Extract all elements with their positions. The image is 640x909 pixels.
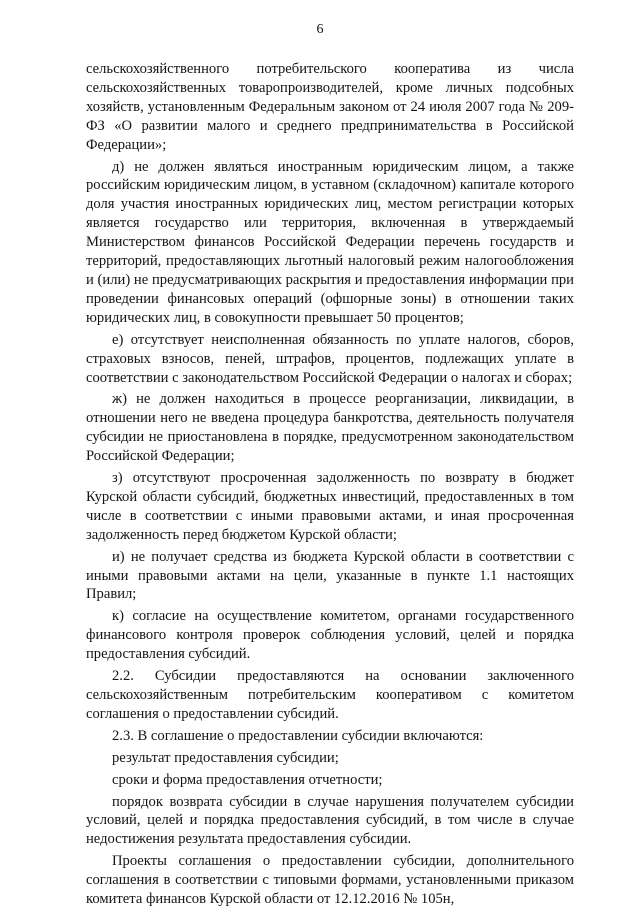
paragraph-item-d: д) не должен являться иностранным юридическим лицом, а также российским юридическим лицом, в уставном (складочном) капитале которого доля участия иностранных юридических лиц, местом регистрации которых является государство или территория, включенная в утверждаемый Министерством финансов Российской Федерации перечень государств и территорий, предоставляющих льготный налоговый режим налогообложения и (или) не предусматривающих раскрытия и предоставления информации при проведении финансовых операций (офшорные зоны) в отношении таких юридических лиц, в совокупности превышает 50 процентов; bbox=[86, 158, 574, 326]
paragraph-continuation: сельскохозяйственного потребительского кооператива из числа сельскохозяйственных товаропроизводителей, кроме личных подсобных хозяйств, установленным Федеральным законом от 24 июля 2007 года № 209-ФЗ «О развитии малого и среднего предпринимательства в Российской Федерации»; bbox=[86, 61, 574, 153]
paragraph-2-2: 2.2. Субсидии предоставляются на основании заключенного сельскохозяйственным потребительским кооперативом с комитетом соглашения о предоставлении субсидий. bbox=[86, 668, 574, 722]
paragraph-2-3: 2.3. В соглашение о предоставлении субсидии включаются: bbox=[112, 727, 484, 744]
paragraph-item-z: з) отсутствуют просроченная задолженность по возврату в бюджет Курской области субсидий, бюджетных инвестиций, предоставленных в том числе в соответствии с иными правовыми актами, и иная просроченная задолженность перед бюджетом Курской области; bbox=[86, 470, 574, 543]
document-body bbox=[86, 60, 574, 909]
paragraph-item-e: е) отсутствует неисполненная обязанность по уплате налогов, сборов, страховых взносов, пеней, штрафов, процентов, подлежащих уплате в соответствии с законодательством Российской Федерации о налогах и сборах; bbox=[86, 331, 574, 386]
paragraph-return-procedure: порядок возврата субсидии в случае нарушения получателем субсидии условий, целей и порядка предоставления субсидий, в том числе в случае недостижения результата предоставления субсидии. bbox=[86, 793, 574, 848]
paragraph-result: результат предоставления субсидии; bbox=[112, 749, 339, 766]
paragraph-draft-agreements: Проекты соглашения о предоставлении субсидии, дополнительного соглашения в соответствии с типовыми формами, установленными приказом комитета финансов Курской области от 12.12.2016 № 105н, bbox=[86, 853, 574, 908]
paragraph-item-k: к) согласие на осуществление комитетом, органами государственного финансового контроля проверок соблюдения условий, целей и порядка предоставления субсидий. bbox=[86, 608, 574, 663]
paragraph-item-zh: ж) не должен находиться в процессе реорганизации, ликвидации, в отношении него не введена процедура банкротства, деятельность получателя субсидии не приостановлена в порядке, предусмотренном законодательством Российской Федерации; bbox=[86, 391, 574, 465]
paragraph-reporting: сроки и форма предоставления отчетности; bbox=[112, 771, 383, 788]
paragraph-item-i: и) не получает средства из бюджета Курской области в соответствии с иными правовыми актами на цели, указанные в пункте 1.1 настоящих Правил; bbox=[86, 548, 574, 603]
page-number: 6 bbox=[316, 22, 324, 37]
